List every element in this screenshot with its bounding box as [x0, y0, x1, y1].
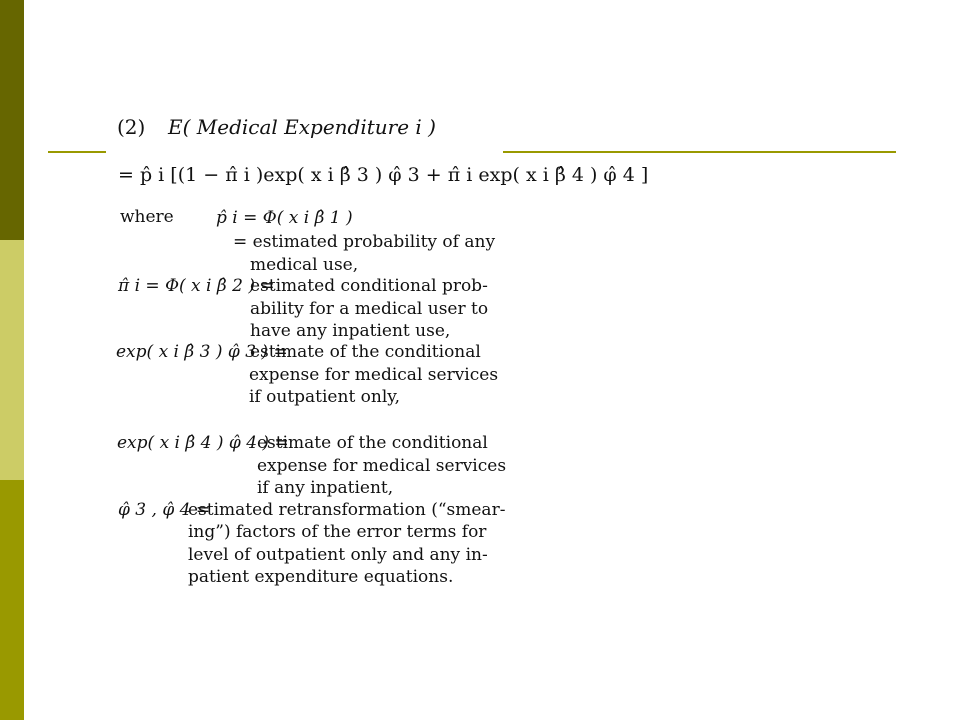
definition-pi-line-2: ability for a medical user to — [250, 299, 489, 319]
title-rule-right — [503, 151, 896, 153]
definition-exp4-line-2: expense for medical services — [257, 456, 507, 476]
definition-exp3-line-2: expense for medical services — [249, 365, 499, 385]
definition-exp3-line-3: if outpatient only, — [249, 387, 401, 407]
definition-phi-line-4: patient expenditure equations. — [188, 567, 454, 587]
definition-symbol-phi: φ̂ 3 , φ̂ 4 = — [118, 500, 211, 520]
sidebar-block-top — [0, 0, 24, 240]
definition-exp3-line-1: estimate of the conditional — [250, 342, 481, 362]
definition-p-line-2: medical use, — [250, 255, 359, 275]
definition-symbol-pi: π̂ i = Φ( x i β̂ 2 ) = — [118, 276, 275, 296]
definition-symbol-exp4: exp( x i β̂ 4 ) φ̂ 4 ) = — [117, 433, 289, 453]
equation-number: (2) — [117, 115, 146, 139]
expectation-expression: E( Medical Expenditure i ) — [168, 115, 436, 139]
sidebar-block-middle — [0, 240, 24, 480]
definition-pi-line-3: have any inpatient use, — [250, 321, 451, 341]
definition-exp4-line-1: estimate of the conditional — [257, 433, 488, 453]
sidebar-block-bottom — [0, 480, 24, 720]
definition-phi-line-2: ing”) factors of the error terms for — [188, 522, 487, 542]
definition-pi-line-1: estimated conditional prob- — [250, 276, 488, 296]
definition-phi-line-3: level of outpatient only and any in- — [188, 545, 488, 565]
definition-phi-line-1: estimated retransformation (“smear- — [188, 500, 506, 520]
definition-exp4-line-3: if any inpatient, — [257, 478, 394, 498]
title-rule-left — [48, 151, 106, 153]
main-equation: = p̂ i [(1 − π̂ i )exp( x i β̂ 3 ) φ̂ 3 + π̂ i exp( x i β̂ 4 ) φ̂ 4 ] — [118, 164, 649, 186]
definition-p-line-1: = estimated probability of any — [233, 232, 496, 252]
where-label: where — [120, 207, 174, 227]
definition-symbol-exp3: exp( x i β̂ 3 ) φ̂ 3 ) = — [116, 342, 288, 362]
definition-symbol-p: p̂ i = Φ( x i β̂ 1 ) — [216, 208, 353, 228]
